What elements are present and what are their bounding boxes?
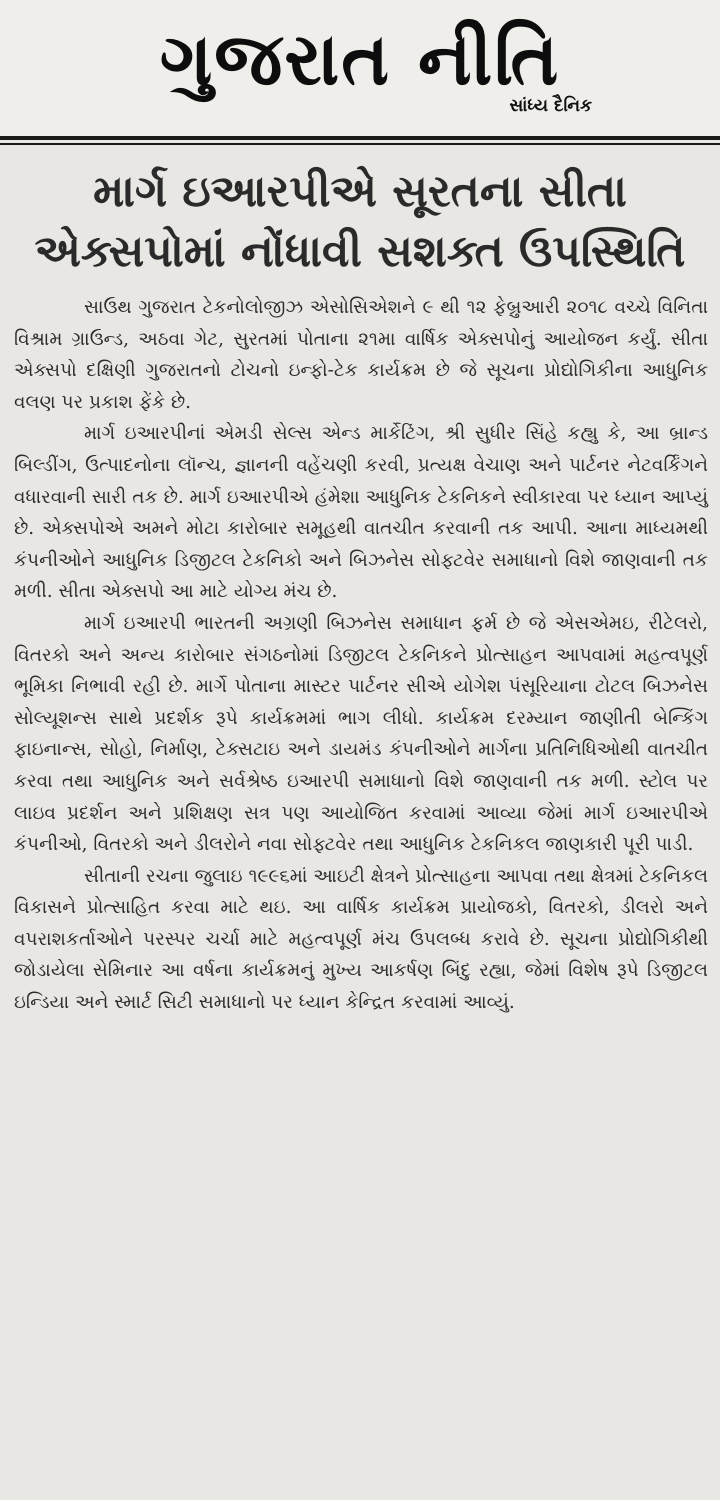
article-paragraph: માર્ગ ઇઆરપી ભારતની અગ્રણી બિઝનેસ સમાધાન ફર્મ છે જે એસએમઇ, રીટેલરો, વિતરકો અને અન્ય કારોબાર સંગઠનોમાં ડિજીટલ ટેકનિકને પ્રોત્સાહન આપવામાં મહત્વપૂર્ણ ભૂમિકા નિભાવી રહી છે. માર્ગે પોતાના માસ્ટર પાર્ટનર સીએ યોગેશ પંસૂરિયાના ટોટલ બિઝનેસ સોલ્યૂશન્સ સાથે પ્રદર્શક રૂપે કાર્યક્રમમાં ભાગ લીધો. કાર્યક્રમ દરમ્યાન જાણીતી બેન્કિંગ ફાઇનાન્સ, સોહો, નિર્માણ, ટેક્સટાઇ અને ડાયમંડ કંપનીઓને માર્ગના પ્રતિનિધિઓથી વાતચીત કરવા તથા આધુનિક અને સર્વશ્રેષ્ઠ ઇઆરપી સમાધાનો વિશે જાણવાની તક મળી. સ્ટોલ પર લાઇવ પ્રદર્શન અને પ્રશિક્ષણ સત્ર પણ આયોજિત કરવામાં આવ્યા જેમાં માર્ગ ઇઆરપીએ કંપનીઓ, વિતરકો અને ડીલરોને નવા સોફ્ટવેર તથા આધુનિક ટેકનિકલ જાણકારી પૂરી પાડી. <box>14 612 708 856</box>
article-paragraph: સીતાની રચના જુલાઇ ૧૯૯૬માં આઇટી ક્ષેત્રને પ્રોત્સાહના આપવા તથા ક્ષેત્રમાં ટેકનિકલ વિકાસને પ્રોત્સાહિત કરવા માટે થઇ. આ વાર્ષિક કાર્યક્રમ પ્રાયોજકો, વિતરકો, ડીલરો અને વપરાશકર્તાઓને પરસ્પર ચર્ચા માટે મહત્વપૂર્ણ મંચ ઉપલબ્ધ કરાવે છે. સૂચના પ્રોદ્યોગિકીથી જોડાયેલા સેમિનાર આ વર્ષના કાર્યક્રમનું મુખ્ય આકર્ષણ બિંદુ રહ્યા, જેમાં વિશેષ રૂપે ડિજીટલ ઇન્ડિયા અને સ્માર્ટ સિટી સમાધાનો પર ધ્યાન કેન્દ્રિત કરવામાં આવ્યું. <box>14 865 708 1014</box>
article-paragraph: માર્ગ ઇઆરપીનાં એમડી સેલ્સ એન્ડ માર્કેટિંગ, શ્રી સુધીર સિંહે કહ્યુ કે, આ બ્રાન્ડ બિલ્ડીંગ, ઉત્પાદનોના લૉન્ચ, જ્ઞાનની વહેંચણી કરવી, પ્રત્યક્ષ વેચાણ અને પાર્ટનર નેટવર્કિંગને વધારવાની સારી તક છે. માર્ગ ઇઆરપીએ હંમેશા આધુનિક ટેકનિકને સ્વીકારવા પર ધ્યાન આપ્યું છે. એક્સપોએ અમને મોટા કારોબાર સમૂહથી વાતચીત કરવાની તક આપી. આના માધ્યમથી કંપનીઓને આધુનિક ડિજીટલ ટેકનિકો અને બિઝનેસ સોફ્ટવેર સમાધાનો વિશે જાણવાની તક મળી. સીતા એક્સપો આ માટે યોગ્ય મંચ છે. <box>14 423 708 603</box>
masthead <box>0 0 720 138</box>
newspaper-title: ગુજરાત નીતિ <box>159 17 561 101</box>
article-paragraph: સાઉથ ગુજરાત ટેકનોલોજીઝ એસોસિએશને ૯ થી ૧૨ ફેબ્રુઆરી ૨૦૧૮ વચ્ચે વિનિતા વિશ્રામ ગ્રાઉન્ડ, અઠવા ગેટ, સુરતમાં પોતાના ૨૧મા વાર્ષિક એક્સપોનું આયોજન કર્યું. સીતા એક્સપો દક્ષિણી ગુજરાતનો ટોચનો ઇન્ફો-ટેક કાર્યક્રમ છે જે સૂચના પ્રોદ્યોગિકીના આધુનિક વલણ પર પ્રકાશ ફેંકે છે. <box>14 297 708 413</box>
article-body <box>14 292 708 1019</box>
masthead-rule-thick <box>0 136 720 140</box>
masthead-rule-thin <box>0 143 720 145</box>
newspaper-subtitle: સાંધ્ય દૈનિક <box>509 96 592 116</box>
article-headline: માર્ગ ઇઆરપીએ સૂરતના સીતા એક્સપોમાં નોંધાવી સશક્ત ઉપસ્થિતિ <box>34 166 686 277</box>
